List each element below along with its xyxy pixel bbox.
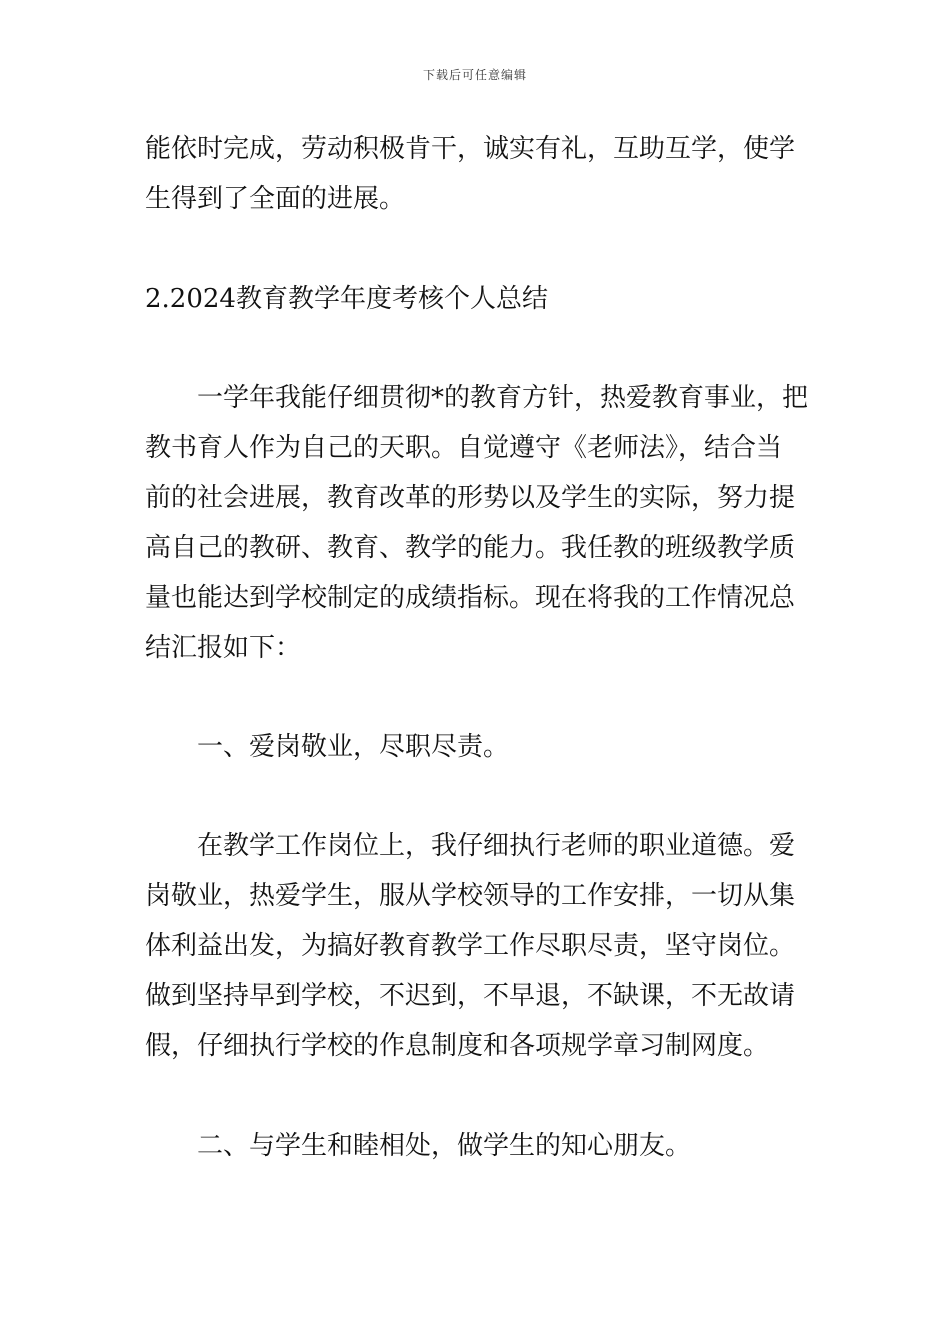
body-line: 教书育人作为自己的天职。自觉遵守《老师法》，结合当 (145, 433, 783, 463)
body-line: 高自己的教研、教育、教学的能力。我任教的班级教学质 (145, 533, 796, 563)
section-heading-2: 二、与学生和睦相处，做学生的知心朋友。 (197, 1131, 692, 1161)
body-line: 做到坚持早到学校，不迟到，不早退，不缺课，不无故请 (145, 981, 796, 1011)
body-line: 体利益出发，为搞好教育教学工作尽职尽责，坚守岗位。 (145, 931, 796, 961)
body-line: 前的社会进展，教育改革的形势以及学生的实际，努力提 (145, 483, 796, 513)
paragraph-first-line: 一学年我能仔细贯彻*的教育方针，热爱教育事业，把 (197, 383, 809, 413)
section-heading-1: 一、爱岗敬业，尽职尽责。 (197, 732, 510, 762)
section-title: 2.2024教育教学年度考核个人总结 (145, 284, 548, 314)
body-line: 岗敬业，热爱学生，服从学校领导的工作安排，一切从集 (145, 881, 796, 911)
body-line: 结汇报如下： (145, 633, 302, 663)
page-header-note: 下载后可任意编辑 (422, 68, 527, 82)
body-line: 能依时完成，劳动积极肯干，诚实有礼，互助互学，使学 (145, 134, 796, 164)
body-line: 假，仔细执行学校的作息制度和各项规学章习制网度。 (145, 1031, 770, 1061)
body-line: 生得到了全面的进展。 (145, 184, 406, 214)
paragraph-first-line: 在教学工作岗位上，我仔细执行老师的职业道德。爱 (197, 831, 796, 861)
body-line: 量也能达到学校制定的成绩指标。现在将我的工作情况总 (145, 583, 796, 613)
